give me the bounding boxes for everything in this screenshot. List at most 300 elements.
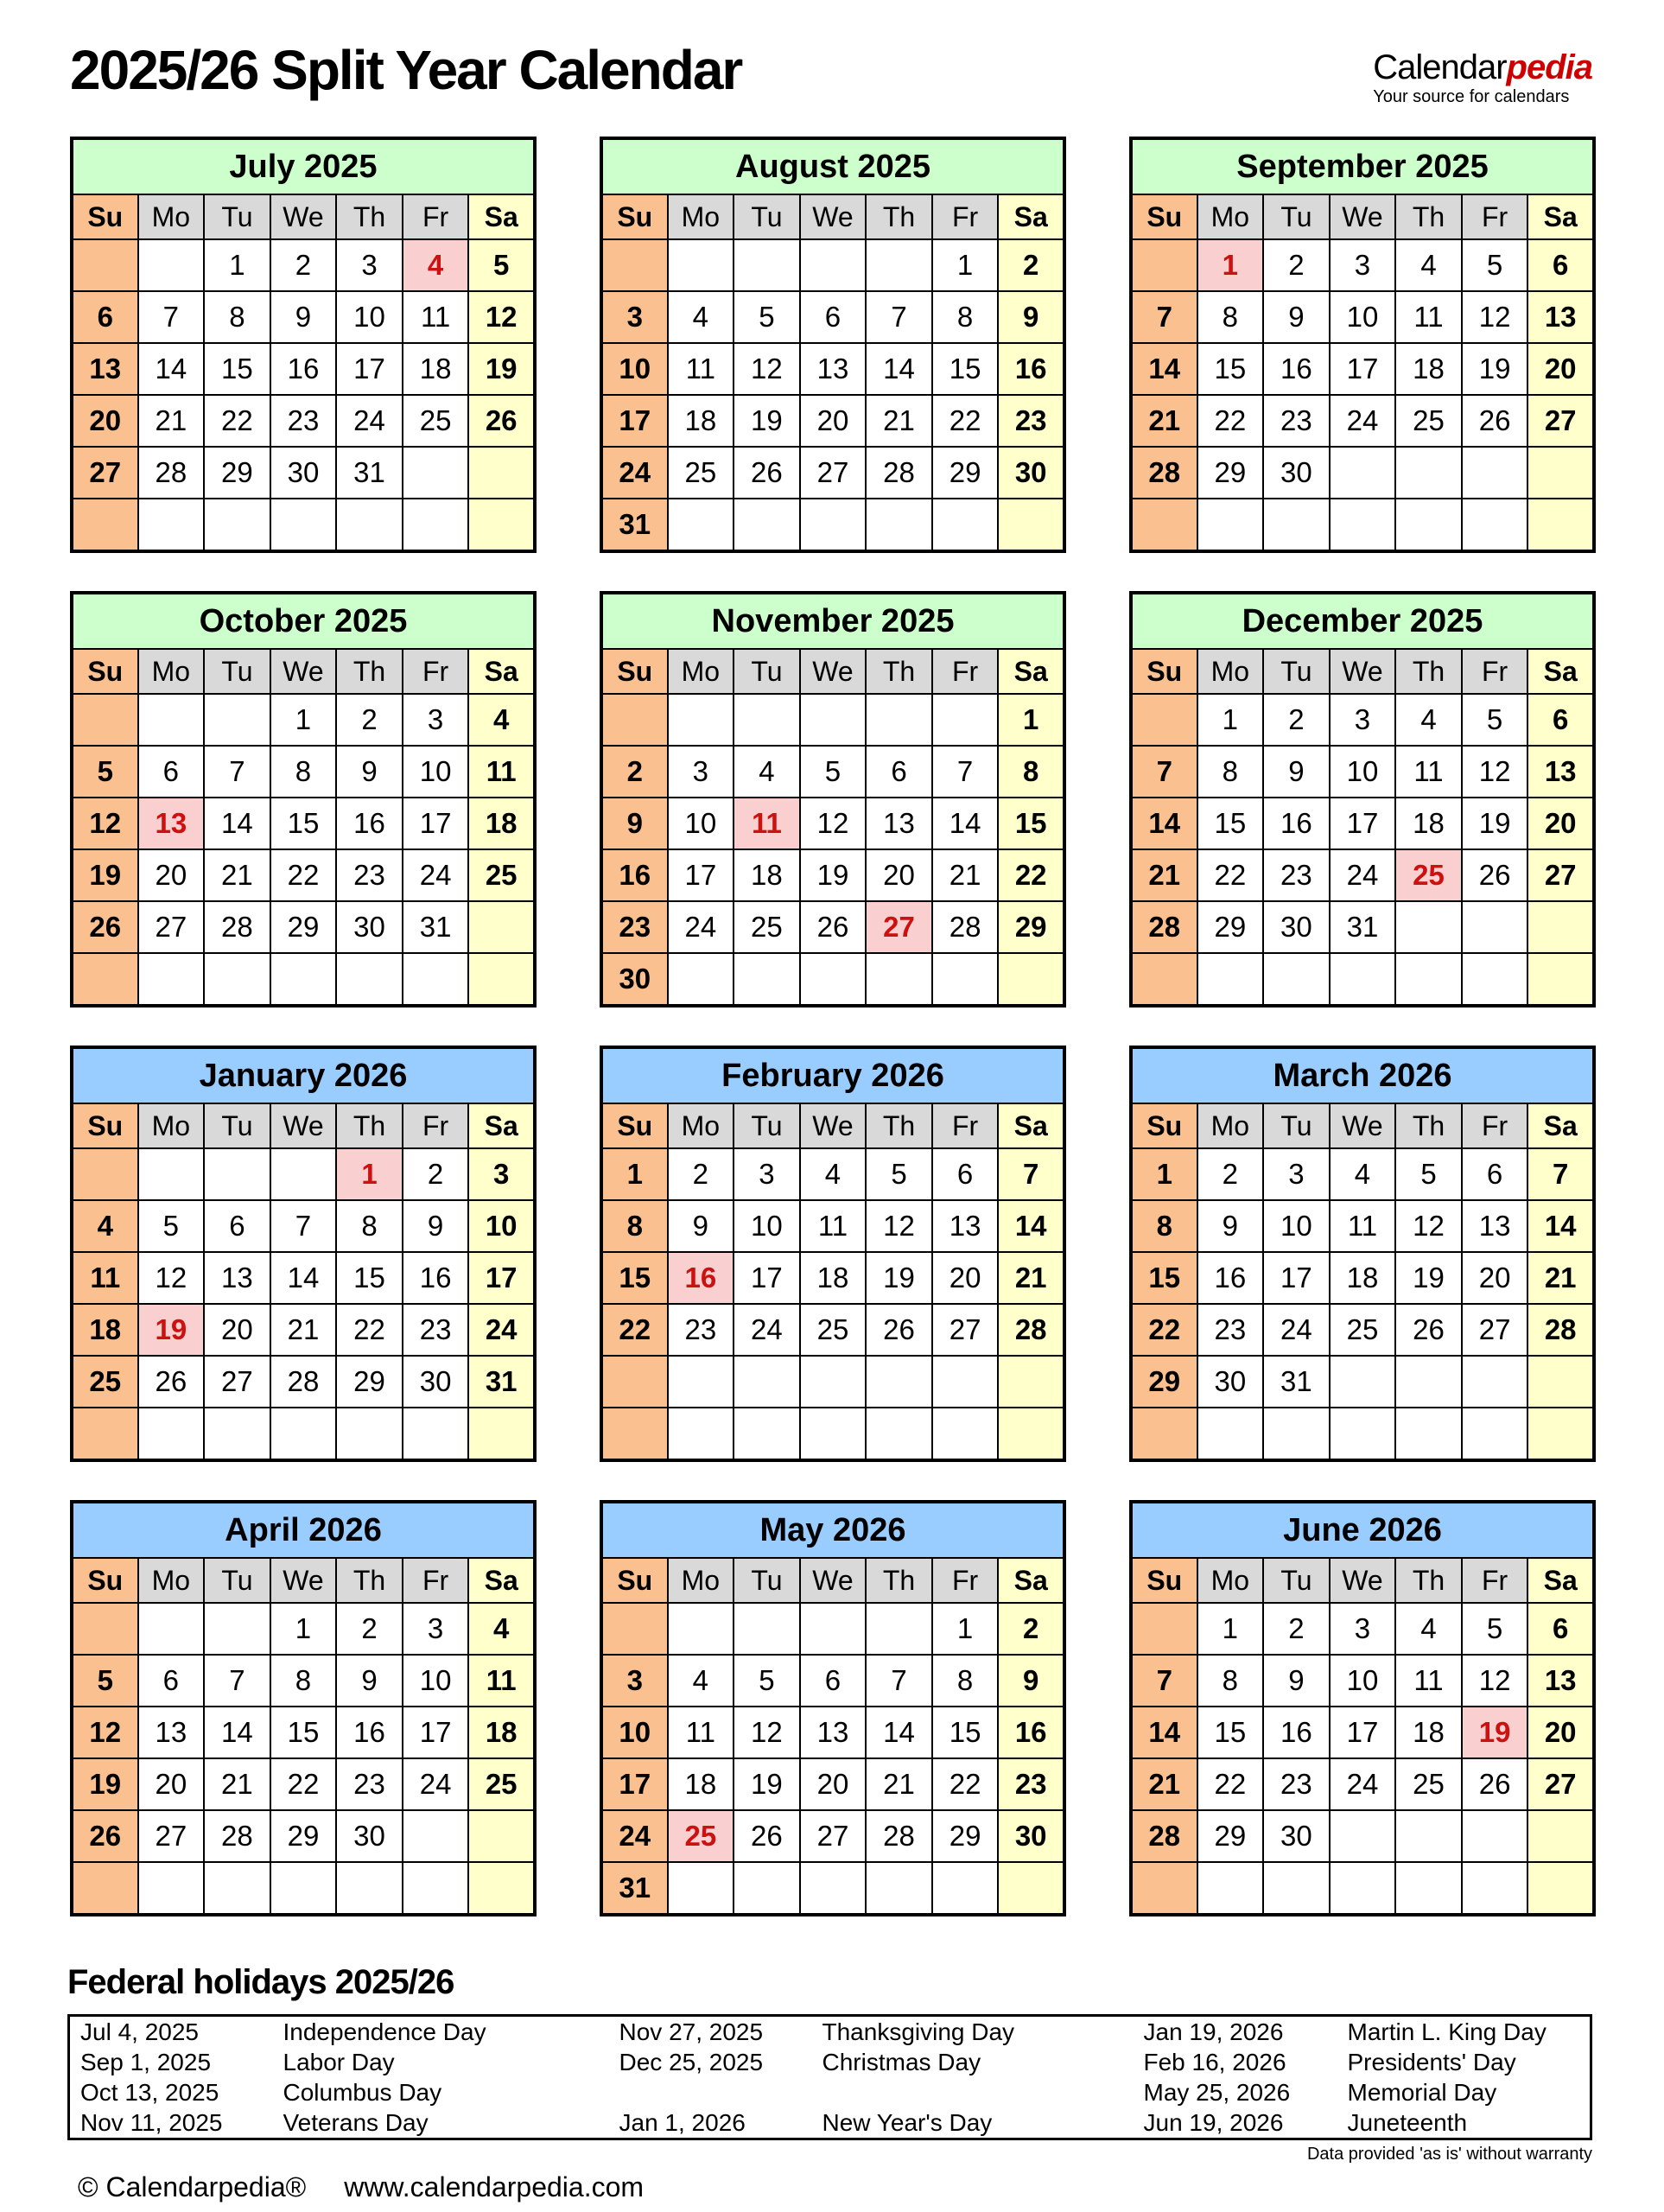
empty-cell (734, 1408, 800, 1460)
empty-cell (403, 447, 469, 499)
day-header-sa: Sa (468, 649, 535, 694)
day-header-su: Su (72, 194, 138, 239)
day-april-2026-27: 27 (138, 1810, 205, 1862)
day-august-2025-16: 16 (998, 343, 1064, 395)
holiday-name: Christmas Day (822, 2048, 981, 2075)
day-june-2026-19: 19 (1462, 1707, 1528, 1758)
day-september-2025-14: 14 (1131, 343, 1197, 395)
day-april-2026-16: 16 (336, 1707, 403, 1758)
day-december-2025-30: 30 (1263, 901, 1330, 953)
day-april-2026-5: 5 (72, 1655, 138, 1707)
day-october-2025-1: 1 (270, 694, 337, 746)
holiday-name (822, 2077, 1144, 2107)
day-march-2026-18: 18 (1330, 1252, 1396, 1304)
day-december-2025-1: 1 (1197, 694, 1264, 746)
page-footer (78, 2171, 1592, 2203)
day-march-2026-17: 17 (1263, 1252, 1330, 1304)
empty-cell (932, 694, 999, 746)
day-header-mo: Mo (138, 1103, 205, 1148)
empty-cell (1330, 1408, 1396, 1460)
day-july-2025-21: 21 (138, 395, 205, 447)
empty-cell (800, 1408, 867, 1460)
day-header-su: Su (1131, 1558, 1197, 1603)
day-header-mo: Mo (668, 649, 734, 694)
day-header-we: We (1330, 649, 1396, 694)
copyright-text: © Calendarpedia® (78, 2171, 307, 2202)
day-july-2025-28: 28 (138, 447, 205, 499)
empty-cell (1527, 1356, 1594, 1408)
day-august-2025-14: 14 (866, 343, 932, 395)
day-january-2026-26: 26 (138, 1356, 205, 1408)
day-january-2026-13: 13 (204, 1252, 270, 1304)
day-august-2025-23: 23 (998, 395, 1064, 447)
day-june-2026-29: 29 (1197, 1810, 1264, 1862)
day-july-2025-31: 31 (336, 447, 403, 499)
empty-cell (998, 953, 1064, 1006)
day-header-fr: Fr (1462, 1103, 1528, 1148)
day-july-2025-14: 14 (138, 343, 205, 395)
day-header-mo: Mo (138, 1558, 205, 1603)
month-title-august-2025: August 2025 (601, 138, 1064, 194)
day-july-2025-26: 26 (468, 395, 535, 447)
day-january-2026-12: 12 (138, 1252, 205, 1304)
day-january-2026-1: 1 (336, 1148, 403, 1200)
holiday-row (69, 2077, 1591, 2107)
day-august-2025-20: 20 (800, 395, 867, 447)
day-august-2025-25: 25 (668, 447, 734, 499)
day-june-2026-8: 8 (1197, 1655, 1264, 1707)
day-march-2026-27: 27 (1462, 1304, 1528, 1356)
day-may-2026-12: 12 (734, 1707, 800, 1758)
empty-cell (1462, 953, 1528, 1006)
day-february-2026-24: 24 (734, 1304, 800, 1356)
month-title-may-2026: May 2026 (601, 1502, 1064, 1558)
month-april-2026 (70, 1500, 537, 1916)
day-november-2025-12: 12 (800, 798, 867, 849)
day-header-th: Th (1395, 194, 1462, 239)
day-july-2025-10: 10 (336, 291, 403, 343)
day-september-2025-16: 16 (1263, 343, 1330, 395)
empty-cell (1462, 1862, 1528, 1915)
day-may-2026-3: 3 (601, 1655, 668, 1707)
day-november-2025-30: 30 (601, 953, 668, 1006)
month-title-september-2025: September 2025 (1131, 138, 1594, 194)
day-november-2025-27: 27 (866, 901, 932, 953)
day-june-2026-11: 11 (1395, 1655, 1462, 1707)
day-february-2026-27: 27 (932, 1304, 999, 1356)
page-header (0, 0, 1664, 105)
day-december-2025-11: 11 (1395, 746, 1462, 798)
day-september-2025-25: 25 (1395, 395, 1462, 447)
empty-cell (468, 499, 535, 551)
day-january-2026-22: 22 (336, 1304, 403, 1356)
day-february-2026-9: 9 (668, 1200, 734, 1252)
day-january-2026-25: 25 (72, 1356, 138, 1408)
empty-cell (138, 499, 205, 551)
day-july-2025-30: 30 (270, 447, 337, 499)
month-november-2025 (600, 591, 1066, 1007)
day-april-2026-11: 11 (468, 1655, 535, 1707)
day-april-2026-23: 23 (336, 1758, 403, 1810)
day-november-2025-8: 8 (998, 746, 1064, 798)
empty-cell (138, 1408, 205, 1460)
day-july-2025-16: 16 (270, 343, 337, 395)
empty-cell (601, 1356, 668, 1408)
empty-cell (734, 239, 800, 291)
empty-cell (866, 1862, 932, 1915)
day-august-2025-19: 19 (734, 395, 800, 447)
empty-cell (72, 499, 138, 551)
day-april-2026-7: 7 (204, 1655, 270, 1707)
empty-cell (601, 239, 668, 291)
day-september-2025-1: 1 (1197, 239, 1264, 291)
day-october-2025-28: 28 (204, 901, 270, 953)
logo-brand (1373, 50, 1592, 85)
day-february-2026-8: 8 (601, 1200, 668, 1252)
holiday-table-body (69, 2016, 1591, 2139)
empty-cell (998, 1408, 1064, 1460)
empty-cell (932, 1408, 999, 1460)
day-february-2026-20: 20 (932, 1252, 999, 1304)
empty-cell (866, 694, 932, 746)
day-february-2026-1: 1 (601, 1148, 668, 1200)
empty-cell (866, 499, 932, 551)
day-january-2026-19: 19 (138, 1304, 205, 1356)
day-november-2025-7: 7 (932, 746, 999, 798)
day-header-fr: Fr (932, 1558, 999, 1603)
day-february-2026-5: 5 (866, 1148, 932, 1200)
day-january-2026-11: 11 (72, 1252, 138, 1304)
day-march-2026-26: 26 (1395, 1304, 1462, 1356)
website-link[interactable]: www.calendarpedia.com (344, 2171, 645, 2202)
day-october-2025-3: 3 (403, 694, 469, 746)
month-december-2025 (1129, 591, 1596, 1007)
day-november-2025-10: 10 (668, 798, 734, 849)
day-header-fr: Fr (932, 1103, 999, 1148)
day-july-2025-6: 6 (72, 291, 138, 343)
day-february-2026-25: 25 (800, 1304, 867, 1356)
day-november-2025-3: 3 (668, 746, 734, 798)
day-may-2026-7: 7 (866, 1655, 932, 1707)
day-february-2026-22: 22 (601, 1304, 668, 1356)
empty-cell (468, 953, 535, 1006)
day-october-2025-15: 15 (270, 798, 337, 849)
month-title-june-2026: June 2026 (1131, 1502, 1594, 1558)
day-header-th: Th (866, 649, 932, 694)
empty-cell (1263, 1862, 1330, 1915)
holiday-name: Labor Day (283, 2048, 395, 2075)
day-august-2025-4: 4 (668, 291, 734, 343)
day-august-2025-7: 7 (866, 291, 932, 343)
day-june-2026-13: 13 (1527, 1655, 1594, 1707)
day-september-2025-8: 8 (1197, 291, 1264, 343)
day-may-2026-4: 4 (668, 1655, 734, 1707)
day-december-2025-27: 27 (1527, 849, 1594, 901)
day-may-2026-21: 21 (866, 1758, 932, 1810)
day-may-2026-5: 5 (734, 1655, 800, 1707)
day-march-2026-8: 8 (1131, 1200, 1197, 1252)
empty-cell (204, 694, 270, 746)
day-april-2026-1: 1 (270, 1603, 337, 1655)
day-header-fr: Fr (1462, 1558, 1528, 1603)
day-january-2026-23: 23 (403, 1304, 469, 1356)
day-may-2026-20: 20 (800, 1758, 867, 1810)
empty-cell (1330, 1810, 1396, 1862)
empty-cell (1395, 1356, 1462, 1408)
day-april-2026-17: 17 (403, 1707, 469, 1758)
day-october-2025-5: 5 (72, 746, 138, 798)
empty-cell (336, 953, 403, 1006)
empty-cell (72, 1408, 138, 1460)
empty-cell (668, 1603, 734, 1655)
day-may-2026-6: 6 (800, 1655, 867, 1707)
logo-brand-red: pedia (1506, 48, 1592, 86)
day-header-tu: Tu (734, 194, 800, 239)
month-july-2025 (70, 137, 537, 553)
day-march-2026-11: 11 (1330, 1200, 1396, 1252)
empty-cell (1197, 499, 1264, 551)
empty-cell (1527, 1810, 1594, 1862)
empty-cell (138, 1148, 205, 1200)
day-september-2025-22: 22 (1197, 395, 1264, 447)
day-june-2026-6: 6 (1527, 1603, 1594, 1655)
day-october-2025-19: 19 (72, 849, 138, 901)
day-july-2025-5: 5 (468, 239, 535, 291)
day-april-2026-2: 2 (336, 1603, 403, 1655)
month-title-july-2025: July 2025 (72, 138, 535, 194)
month-title-march-2026: March 2026 (1131, 1047, 1594, 1103)
empty-cell (1527, 1408, 1594, 1460)
day-header-sa: Sa (468, 194, 535, 239)
empty-cell (1527, 499, 1594, 551)
day-august-2025-26: 26 (734, 447, 800, 499)
day-november-2025-29: 29 (998, 901, 1064, 953)
holiday-name: Memorial Day (1347, 2078, 1497, 2106)
month-august-2025 (600, 137, 1066, 553)
day-october-2025-21: 21 (204, 849, 270, 901)
day-october-2025-31: 31 (403, 901, 469, 953)
month-title-november-2025: November 2025 (601, 593, 1064, 649)
day-header-mo: Mo (138, 649, 205, 694)
day-header-th: Th (866, 194, 932, 239)
empty-cell (1462, 1408, 1528, 1460)
month-may-2026 (600, 1500, 1066, 1916)
empty-cell (1462, 1810, 1528, 1862)
day-may-2026-19: 19 (734, 1758, 800, 1810)
day-june-2026-14: 14 (1131, 1707, 1197, 1758)
month-title-february-2026: February 2026 (601, 1047, 1064, 1103)
day-november-2025-22: 22 (998, 849, 1064, 901)
month-title-january-2026: January 2026 (72, 1047, 535, 1103)
day-header-fr: Fr (403, 649, 469, 694)
day-header-we: We (800, 649, 867, 694)
day-november-2025-20: 20 (866, 849, 932, 901)
day-march-2026-30: 30 (1197, 1356, 1264, 1408)
day-may-2026-14: 14 (866, 1707, 932, 1758)
day-december-2025-20: 20 (1527, 798, 1594, 849)
day-header-sa: Sa (1527, 1558, 1594, 1603)
day-november-2025-25: 25 (734, 901, 800, 953)
day-header-fr: Fr (403, 194, 469, 239)
day-september-2025-12: 12 (1462, 291, 1528, 343)
day-june-2026-21: 21 (1131, 1758, 1197, 1810)
month-february-2026 (600, 1046, 1066, 1462)
day-september-2025-6: 6 (1527, 239, 1594, 291)
empty-cell (601, 694, 668, 746)
day-july-2025-4: 4 (403, 239, 469, 291)
empty-cell (800, 499, 867, 551)
day-header-su: Su (601, 649, 668, 694)
holiday-name: Independence Day (283, 2018, 486, 2045)
empty-cell (270, 1408, 337, 1460)
empty-cell (336, 1408, 403, 1460)
day-november-2025-2: 2 (601, 746, 668, 798)
empty-cell (72, 694, 138, 746)
day-january-2026-5: 5 (138, 1200, 205, 1252)
empty-cell (1462, 447, 1528, 499)
empty-cell (998, 1862, 1064, 1915)
day-header-tu: Tu (734, 1558, 800, 1603)
empty-cell (734, 953, 800, 1006)
day-march-2026-16: 16 (1197, 1252, 1264, 1304)
day-september-2025-17: 17 (1330, 343, 1396, 395)
day-september-2025-13: 13 (1527, 291, 1594, 343)
holiday-date (619, 2077, 822, 2107)
day-january-2026-31: 31 (468, 1356, 535, 1408)
day-november-2025-4: 4 (734, 746, 800, 798)
empty-cell (468, 1862, 535, 1915)
day-january-2026-18: 18 (72, 1304, 138, 1356)
day-march-2026-14: 14 (1527, 1200, 1594, 1252)
day-header-mo: Mo (1197, 1558, 1264, 1603)
holiday-name: Martin L. King Day (1347, 2018, 1547, 2045)
empty-cell (1330, 447, 1396, 499)
empty-cell (1395, 901, 1462, 953)
day-july-2025-2: 2 (270, 239, 337, 291)
day-may-2026-27: 27 (800, 1810, 867, 1862)
day-may-2026-22: 22 (932, 1758, 999, 1810)
day-february-2026-11: 11 (800, 1200, 867, 1252)
day-december-2025-26: 26 (1462, 849, 1528, 901)
day-may-2026-30: 30 (998, 1810, 1064, 1862)
empty-cell (866, 239, 932, 291)
day-july-2025-17: 17 (336, 343, 403, 395)
federal-holidays-heading: Federal holidays 2025/26 (67, 1963, 454, 2001)
day-may-2026-17: 17 (601, 1758, 668, 1810)
day-july-2025-11: 11 (403, 291, 469, 343)
day-october-2025-29: 29 (270, 901, 337, 953)
day-header-th: Th (1395, 1558, 1462, 1603)
day-june-2026-2: 2 (1263, 1603, 1330, 1655)
day-header-th: Th (866, 1558, 932, 1603)
day-april-2026-18: 18 (468, 1707, 535, 1758)
months-grid (70, 137, 1664, 1916)
day-june-2026-5: 5 (1462, 1603, 1528, 1655)
day-april-2026-26: 26 (72, 1810, 138, 1862)
empty-cell (468, 1810, 535, 1862)
empty-cell (1263, 953, 1330, 1006)
day-october-2025-18: 18 (468, 798, 535, 849)
empty-cell (1395, 1862, 1462, 1915)
empty-cell (800, 1862, 867, 1915)
month-title-april-2026: April 2026 (72, 1502, 535, 1558)
empty-cell (72, 953, 138, 1006)
day-september-2025-15: 15 (1197, 343, 1264, 395)
day-june-2026-26: 26 (1462, 1758, 1528, 1810)
day-header-we: We (1330, 1558, 1396, 1603)
empty-cell (601, 1603, 668, 1655)
day-july-2025-24: 24 (336, 395, 403, 447)
holiday-date: May 25, 2026 (1143, 2078, 1291, 2106)
day-december-2025-9: 9 (1263, 746, 1330, 798)
day-may-2026-1: 1 (932, 1603, 999, 1655)
day-october-2025-23: 23 (336, 849, 403, 901)
day-january-2026-29: 29 (336, 1356, 403, 1408)
day-header-sa: Sa (998, 194, 1064, 239)
empty-cell (1395, 1408, 1462, 1460)
day-august-2025-10: 10 (601, 343, 668, 395)
empty-cell (1263, 1408, 1330, 1460)
day-december-2025-23: 23 (1263, 849, 1330, 901)
day-header-tu: Tu (204, 194, 270, 239)
day-june-2026-10: 10 (1330, 1655, 1396, 1707)
day-november-2025-1: 1 (998, 694, 1064, 746)
day-october-2025-4: 4 (468, 694, 535, 746)
day-january-2026-6: 6 (204, 1200, 270, 1252)
empty-cell (403, 499, 469, 551)
day-august-2025-13: 13 (800, 343, 867, 395)
day-october-2025-22: 22 (270, 849, 337, 901)
day-january-2026-24: 24 (468, 1304, 535, 1356)
day-september-2025-30: 30 (1263, 447, 1330, 499)
day-december-2025-28: 28 (1131, 901, 1197, 953)
empty-cell (734, 694, 800, 746)
day-november-2025-13: 13 (866, 798, 932, 849)
empty-cell (468, 1408, 535, 1460)
empty-cell (1527, 901, 1594, 953)
day-may-2026-25: 25 (668, 1810, 734, 1862)
day-september-2025-19: 19 (1462, 343, 1528, 395)
empty-cell (138, 239, 205, 291)
empty-cell (72, 1862, 138, 1915)
month-september-2025 (1129, 137, 1596, 553)
day-november-2025-19: 19 (800, 849, 867, 901)
day-june-2026-25: 25 (1395, 1758, 1462, 1810)
day-october-2025-10: 10 (403, 746, 469, 798)
logo-tagline: Your source for calendars (1373, 87, 1570, 106)
empty-cell (204, 1148, 270, 1200)
calendarpedia-logo (1373, 41, 1592, 105)
day-may-2026-11: 11 (668, 1707, 734, 1758)
day-may-2026-9: 9 (998, 1655, 1064, 1707)
day-december-2025-6: 6 (1527, 694, 1594, 746)
empty-cell (336, 1862, 403, 1915)
day-september-2025-5: 5 (1462, 239, 1528, 291)
day-may-2026-8: 8 (932, 1655, 999, 1707)
day-october-2025-14: 14 (204, 798, 270, 849)
empty-cell (1527, 1862, 1594, 1915)
empty-cell (1131, 694, 1197, 746)
day-september-2025-7: 7 (1131, 291, 1197, 343)
empty-cell (668, 953, 734, 1006)
day-june-2026-23: 23 (1263, 1758, 1330, 1810)
empty-cell (1330, 1356, 1396, 1408)
empty-cell (668, 1408, 734, 1460)
day-september-2025-10: 10 (1330, 291, 1396, 343)
day-header-fr: Fr (932, 649, 999, 694)
day-header-su: Su (1131, 649, 1197, 694)
day-july-2025-23: 23 (270, 395, 337, 447)
